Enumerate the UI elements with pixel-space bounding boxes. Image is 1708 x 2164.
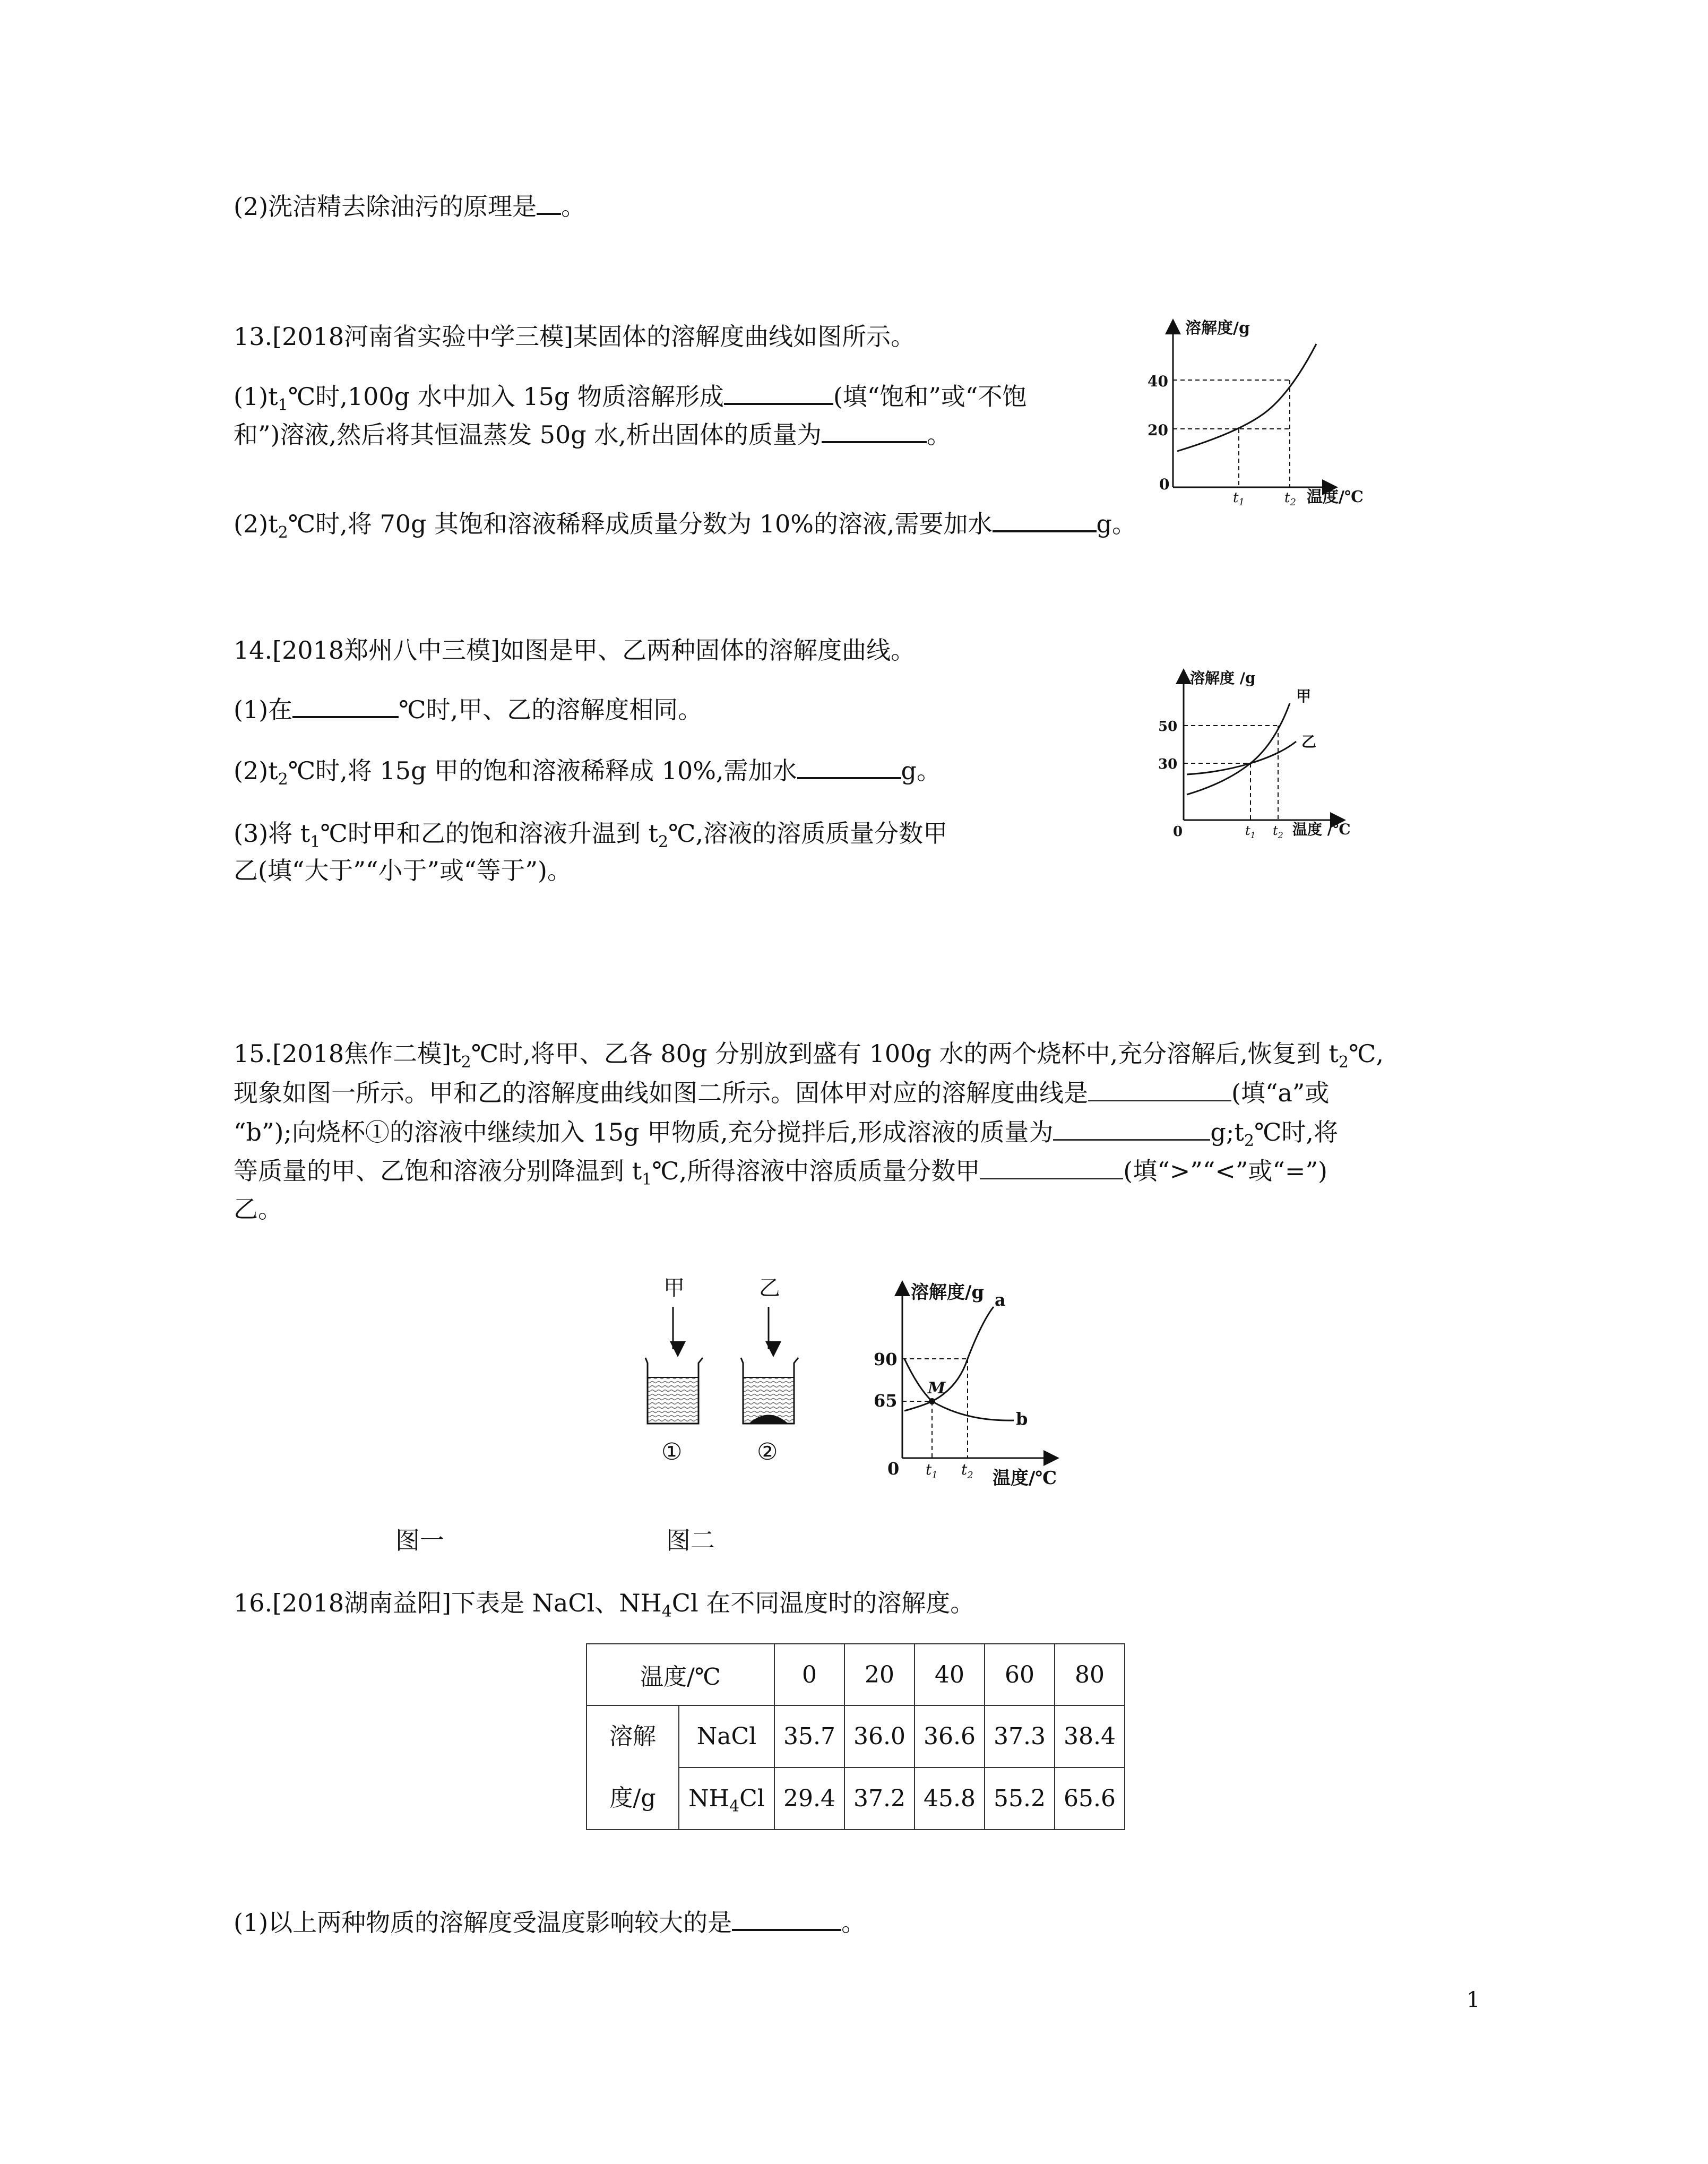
origin-label: 0	[1159, 476, 1170, 493]
answer-blank[interactable]	[980, 1154, 1123, 1179]
nh4cl-value: 45.8	[915, 1768, 985, 1830]
q15-line1: 15.[2018焦作二模]$t_2℃$时,将甲、乙各 80g 分别放到盛有 100g 水的两个烧杯中,充分溶解后,恢复到 $t_2℃$,	[234, 1039, 1384, 1072]
y-axis-label: 溶解度/g	[1185, 319, 1250, 338]
q14-part3-line1: (3)将 $t_1℃$时甲和乙的饱和溶液升温到 $t_2℃$,溶液的溶质质量分数甲	[234, 819, 948, 851]
y-tick-50: 50	[1158, 719, 1178, 735]
answer-blank[interactable]	[797, 754, 901, 779]
nh4cl-value: 55.2	[985, 1768, 1055, 1830]
x-axis-label: 温度/℃	[1307, 488, 1364, 506]
x-tick-t1: $t_1$	[926, 1461, 938, 1481]
q13-part2: $(2)t_2℃$时,将 70g 其饱和溶液稀释成质量分数为 10%的溶液,需要加水 g。	[234, 507, 1136, 540]
label-jia: 甲	[663, 1276, 685, 1300]
y-tick-30: 30	[1158, 756, 1178, 772]
curve-b	[904, 1359, 1014, 1420]
y-tick-40: 40	[1148, 373, 1168, 390]
beaker-2	[741, 1358, 798, 1424]
q14-solubility-chart	[1146, 661, 1391, 852]
q15-figure2-chart	[860, 1274, 1083, 1497]
point-label-M: M	[928, 1379, 946, 1398]
beaker-2-label: ②	[757, 1438, 778, 1465]
row-label-nacl: NaCl	[679, 1705, 774, 1768]
beaker-1-label: ①	[661, 1438, 683, 1465]
y-tick-90: 90	[874, 1349, 898, 1369]
x-tick-t1: $t_1$	[1233, 490, 1245, 508]
answer-blank[interactable]	[292, 693, 399, 718]
y-tick-65: 65	[874, 1391, 898, 1411]
intersection-point-M	[929, 1398, 935, 1404]
solubility-curve	[1177, 344, 1316, 451]
q15-line4: 等质量的甲、乙饱和溶液分别降温到 $t_1℃$,所得溶液中溶质质量分数甲 (填“>”“<”或“=”)	[234, 1154, 1327, 1187]
q14-stem: 14.[2018郑州八中三模]如图是甲、乙两种固体的溶解度曲线。	[234, 636, 916, 665]
answer-blank[interactable]	[822, 418, 927, 443]
nh4cl-value: 37.2	[844, 1768, 915, 1830]
page-number: 1	[1467, 1988, 1480, 2012]
q14-part2: $(2)t_2℃$时,将 15g 甲的饱和溶液稀释成 10%,需加水 g。	[234, 754, 941, 787]
answer-blank[interactable]	[732, 1906, 841, 1931]
q12-part2: (2)洗洁精去除油污的原理是 。	[234, 189, 585, 222]
nacl-value: 36.0	[844, 1705, 915, 1768]
q13-part1-line1: $(1)t_1℃$时,100g 水中加入 15g 物质溶解形成 (填“饱和”或“不饱	[234, 380, 1026, 412]
label-yi: 乙	[759, 1276, 780, 1300]
temp-cell: 80	[1055, 1644, 1125, 1705]
origin-label: 0	[1173, 824, 1183, 840]
series-label-a: a	[995, 1290, 1006, 1310]
answer-blank[interactable]	[1053, 1116, 1210, 1141]
series-label-yi: 乙	[1301, 733, 1317, 751]
q16-part1: (1)以上两种物质的溶解度受温度影响较大的是 。	[234, 1906, 866, 1938]
x-axis-label: 温度 /℃	[1292, 821, 1351, 838]
row-group-solubility: 溶解 度/g	[586, 1705, 679, 1830]
q15-line3: “b”);向烧杯①的溶液中继续加入 15g 甲物质,充分搅拌后,形成溶液的质量为 $g;t_2℃$时,将	[234, 1116, 1338, 1148]
answer-blank[interactable]	[993, 507, 1097, 532]
answer-blank[interactable]	[537, 189, 561, 215]
beaker-1	[645, 1358, 703, 1424]
curve-jia	[1187, 703, 1290, 795]
temp-cell: 20	[844, 1644, 915, 1705]
q16-stem: 16.[2018湖南益阳]下表是 NaCl、$NH_4Cl$ 在不同温度时的溶解度。	[234, 1589, 975, 1621]
origin-label: 0	[887, 1459, 900, 1479]
nacl-value: 35.7	[774, 1705, 844, 1768]
temp-cell: 60	[985, 1644, 1055, 1705]
answer-blank[interactable]	[1088, 1076, 1231, 1101]
x-tick-t2: $t_2$	[1284, 490, 1296, 508]
nacl-value: 37.3	[985, 1705, 1055, 1768]
figure1-caption: 图一	[395, 1526, 444, 1555]
x-tick-t2: $t_2$	[1273, 823, 1283, 840]
y-tick-20: 20	[1148, 421, 1168, 439]
x-tick-t2: $t_2$	[961, 1461, 973, 1481]
answer-blank[interactable]	[724, 380, 833, 405]
nacl-value: 36.6	[915, 1705, 985, 1768]
header-temperature: 温度/℃	[586, 1644, 774, 1705]
row-label-nh4cl: $NH_4Cl$	[679, 1768, 774, 1830]
nh4cl-value: 29.4	[774, 1768, 844, 1830]
q13-solubility-chart	[1136, 312, 1391, 508]
q15-line5: 乙。	[234, 1195, 282, 1223]
nh4cl-value: 65.6	[1055, 1768, 1125, 1830]
x-axis-label: 温度/℃	[993, 1468, 1057, 1489]
q15-figure1-beakers	[632, 1274, 812, 1470]
series-label-jia: 甲	[1296, 687, 1312, 705]
temp-cell: 40	[915, 1644, 985, 1705]
y-axis-label: 溶解度 /g	[1190, 669, 1256, 687]
figure2-caption: 图二	[666, 1526, 715, 1555]
temp-cell: 0	[774, 1644, 844, 1705]
q14-part1: (1)在 ℃时,甲、乙的溶解度相同。	[234, 693, 702, 726]
series-label-b: b	[1016, 1409, 1028, 1429]
nacl-value: 38.4	[1055, 1705, 1125, 1768]
q13-stem: 13.[2018河南省实验中学三模]某固体的溶解度曲线如图所示。	[234, 322, 916, 351]
q15-line2: 现象如图一所示。甲和乙的溶解度曲线如图二所示。固体甲对应的溶解度曲线是 (填“a”或	[234, 1076, 1329, 1109]
solubility-table	[586, 1643, 1125, 1830]
y-axis-label: 溶解度/g	[911, 1282, 985, 1303]
x-tick-t1: $t_1$	[1245, 823, 1256, 840]
q14-part3-line2: 乙(填“大于”“小于”或“等于”)。	[234, 856, 572, 885]
q13-part1-line2: 和”)溶液,然后将其恒温蒸发 50g 水,析出固体的质量为 。	[234, 418, 951, 451]
